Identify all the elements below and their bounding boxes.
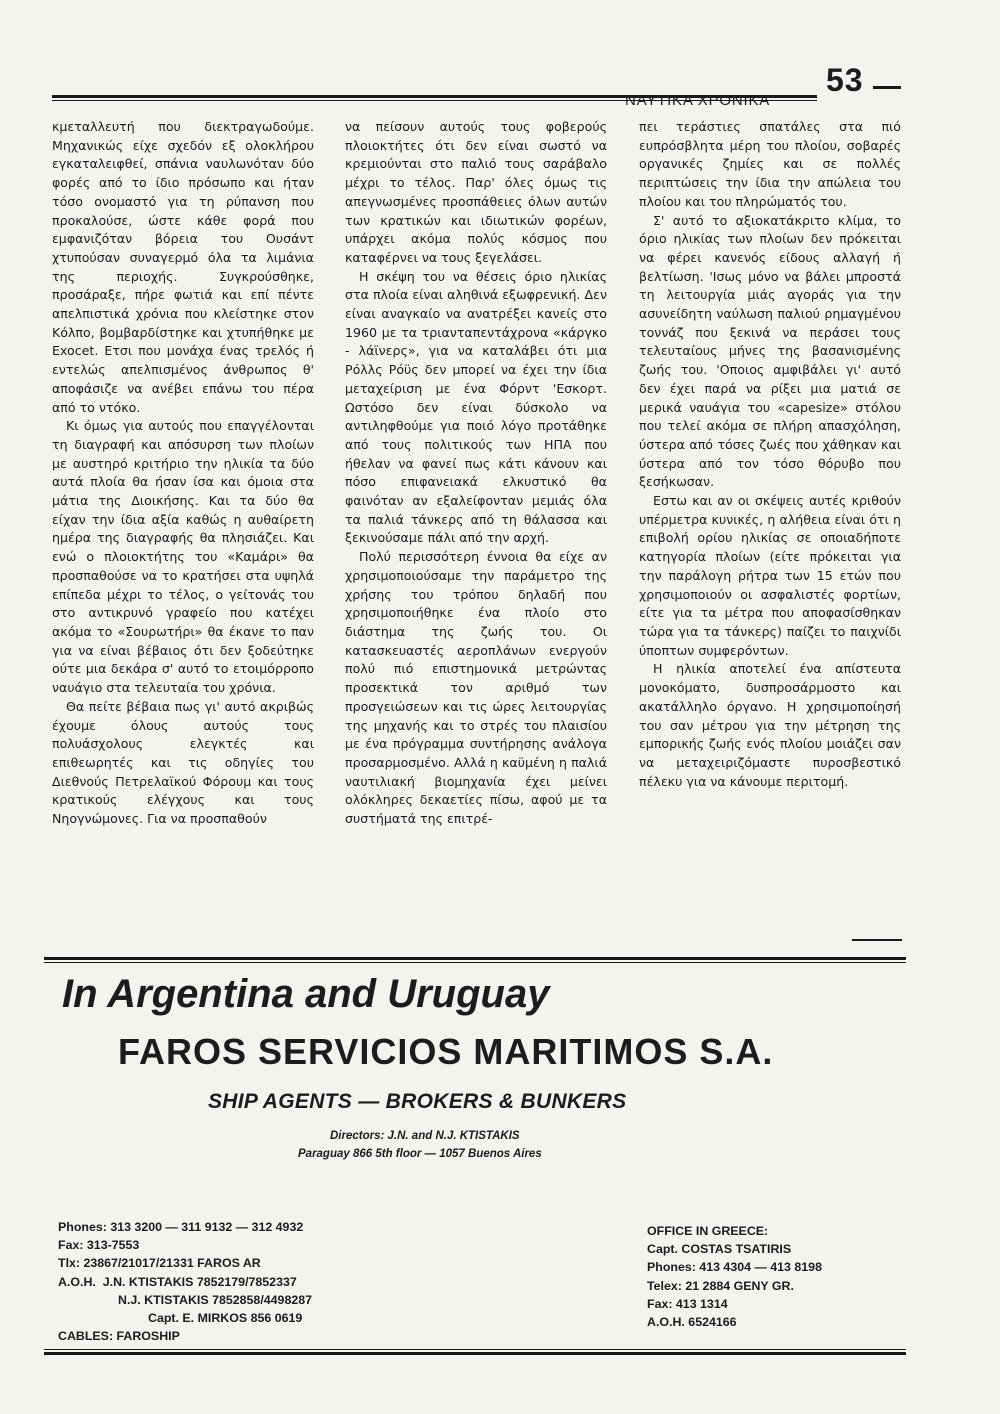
contact-line: OFFICE IN GREECE: [647,1224,769,1238]
ad-services: SHIP AGENTS — BROKERS & BUNKERS [208,1090,627,1113]
contact-line: Capt. COSTAS TSATIRIS [647,1242,792,1257]
contact-line: Telex: 21 2884 GENY GR. [647,1278,794,1293]
ad-directors: Directors: J.N. and N.J. KTISTAKIS [330,1130,520,1142]
contact-line: A.O.H. 6524166 [647,1315,737,1330]
page-number-dash [873,86,901,89]
contact-line: Phones: 413 4304 — 413 8198 [647,1260,822,1275]
article-column-3 [639,118,901,791]
article-paragraph: να πείσουν αυτούς τους φοβερούς πλοιοκτήτες ότι δεν είναι σωστό να κρεμιούνται στο παλιό τους σαράβαλο μέχρι το τέλος. Παρ' όλες όμως τις απεγνωσμένες προσπάθειες όλων αυτών των κρατικών και ιδιωτικών φορέων, υπάρχει ακόμα πολύς κόσμος που καταφέρνει να τους ξεγελάσει. [345,119,607,265]
article-paragraph: κμεταλλευτή που διεκτραγωδούμε. Μηχανικώς είχε σχεδόν εξ ολοκλήρου εγκαταλειφθεί, σπάνια ναυλωνόταν δύο φορές από το ίδιο πρόσωπο και ήταν τόσο ονομαστό για τη ρύπανση που προκαλούσε, ώστε κάθε φορά που εμφανιζόταν βόρεια του Ουσάντ χτυπούσαν συναγερμό όλα τα λιμάνια της περιοχής. Συγκρούσθηκε, προσάραξε, πήρε φωτιά και επί πέντε απελπιστικά χρόνια που κλείστηκε στον Κόλπο, βομβαρδίστηκε και χτυπήθηκε με Exocet. Ετσι που μονάχα ένας τρελός ή εντελώς απελπισμένος άνθρωπος θ' αποφάσιζε να ανέβει επάνω του πέρα από το ντόκο. [52,119,314,415]
contact-line: N.J. KTISTAKIS 7852858/4498287 [118,1292,313,1307]
article-paragraph: Η ηλικία αποτελεί ένα απίστευτα μονοκόματο, δυσπροσάρμοστο και ακατάλληλο όργανο. Η χρησιμοποίησή του σαν μέτρου για την μέτρηση της εμπορικής ζωής ενός πλοίου μοιάζει σαν να μεταχειριζόμαστε πυροσβεστικό πέλεκυ για να κάνουμε περιτομή. [639,661,901,789]
contact-line: Capt. E. MIRKOS 856 0619 [148,1311,303,1326]
contact-line: A.O.H. J.N. KTISTAKIS 7852179/7852337 [58,1274,297,1289]
magazine-name: ΝΑΥΤΙΚΑ ΧΡΟΝΙΚΑ [625,92,771,109]
article-paragraph: Σ' αυτό το αξιοκατάκριτο κλίμα, το όριο ηλικίας των πλοίων δεν πρόκειται να φέρει κανενός είδους αλλαγή ή βελτίωση. 'Ισως μόνο να βάλει μπροστά τη λειτουργία μιάς αγοράς για την ασυνείδητη ναύλωση παλιού ρημαγμένου τοννάζ που ξεκινά να περάσει τους τελευταίους μήνες της βασανισμένης ζωής του. 'Οποιος αμφιβάλει γι' αυτό δεν έχει παρά να ρίξει μια ματιά σε μερικά ναυάγια του «capesize» στόλου που τελεί ακόμα σε πλήρη απασχόληση, ύστερα από τόσες ζωές που χάθηκαν και ύστερα από τον τόσο θόρυβο που ξεσήκωσαν. [639,212,901,490]
article-paragraph: Θα πείτε βέβαια πως γι' αυτό ακριβώς έχουμε όλους αυτούς τους πολυάσχολους ελεγκτές και επιθεωρητές και τις οδηγίες του Διεθνούς Πετρελαϊκού Φόρουμ και τους κρατικούς ελέγχους και τους Νηογνώμονες. Για να προσπαθούν [52,698,314,827]
contact-line: CABLES: FAROSHIP [58,1329,180,1344]
article-paragraph: Εστω και αν οι σκέψεις αυτές κριθούν υπέρμετρα κυνικές, η αλήθεια είναι ότι η επιβολή ορίου ηλικίας σε οποιαδήποτε κατηγορία πλοίων (είτε πρόκειται για την παράλογη ρήτρα των 15 ετών που χρησιμοποιούν οι ασφαλιστές φορτίων, είτε για τα μέτρα που αποφασίσθηκαν τώρα για τα τάνκερς) παίζει το παιχνίδι ύποπτων συμφερόντων. [639,493,901,658]
ad-bottom-rule-thick [44,1352,906,1355]
article-paragraph: πει τεράστιες σπατάλες στα πιό ευπρόσβλητα μέρη του πλοίου, σοβαρές οργανικές ζημίες και σε πολλές περιπτώσεις την ίδια την απώλεια του πλοίου και του πληρώματός του. [639,119,901,209]
ad-headline: In Argentina and Uruguay [62,972,550,1016]
ad-company-name: FAROS SERVICIOS MARITIMOS S.A. [118,1031,774,1072]
contact-line: Fax: 313-7553 [58,1238,140,1253]
contact-line: Phones: 313 3200 — 311 9132 — 312 4932 [58,1220,304,1234]
article-paragraph: Η σκέψη του να θέσεις όριο ηλικίας στα πλοία είναι αληθινά εξωφρενική. Δεν είναι αναγκαίο να ανατρέξει κανείς στο 1960 με τα τριανταπεντάχρονα «κάργκο - λάϊνερς», για να καταλάβει ότι μια Ρόλλς Ρόϋς δεν μπορεί να έχει την ίδια μεταχείριση με ένα Φόρντ 'Εσκορτ. Ωστόσο δεν είναι δύσκολο να αντιληφθούμε για ποιό λόγο προτάθηκε από τους πολιτικούς των ΗΠΑ που ήθελαν να φανεί πως κάτι κάνουν και πόσο επιφανειακά ελκυστικό θα φαινόταν αν εξαλείφονταν μεμιάς όλα τα παλιά τάνκερς από τη θάλασσα και ξεκινούσαμε πάλι από την αρχή. [345,268,607,546]
ad-address: Paraguay 866 5th floor — 1057 Buenos Aires [298,1148,542,1160]
article-column-1 [52,118,314,829]
ad-contact-greece [647,1222,947,1331]
ad-bottom-rule [44,1349,906,1350]
ad-top-rule [44,957,906,960]
page-number: 53 [826,62,864,98]
contact-line: Tlx: 23867/21017/21331 FAROS AR [58,1256,261,1271]
article-paragraph: Πολύ περισσότερη έννοια θα είχε αν χρησιμοποιούσαμε την παράμετρο της χρήσης του τρόπου δηλαδή που χρησιμοποιήθηκε ένα πλοίο στο διάστημα της ζωής του. Οι κατασκευαστές αεροπλάνων ενεργούν πολύ πιό επιστημονικά μετρώντας προσεκτικά τον αριθμό των προσγειώσεων και τις ώρες λειτουργίας της μηχανής και το στρές του πλαισίου με ένα πρόγραμμα συντήρησης ανάλογα προσαρμοσμένο. Αλλά η καϋμένη η παλιά ναυτιλιακή βιομηχανία έχει μείνει ολόκληρες δεκαετίες πίσω, αφού με τα συστήματά της επιτρέ- [345,549,607,827]
article-paragraph: Κι όμως για αυτούς που επαγγέλονται τη διαγραφή και απόσυρση των πλοίων με αυστηρό κριτήριο την ηλικία τα δύο αυτά πλοία θα ήσαν ίσα και όμοια στα μάτια της Διοικήσης. Και τα δύο θα είχαν την ίδια αξία καθώς η αυθαίρετη ημέρα της διαγραφής θα πλησιάζει. Και ενώ ο πλοιοκτήτης του «Καμάρι» θα προσπαθούσε να το κρατήσει στα υψηλά επίπεδα μέχρι το τέλος, ο γείτονάς του στο αντικρυνό γραφείο που κατέχει ακόμα το «Σουρωτήρι» θα έκανε το παν για να είναι βέβαιος ότι δεν ξοδεύτηκε ούτε μια δεκάρα σ' αυτό το ετοιμόρροπο ναυάγιο στα τελευταία του χρόνια. [52,418,314,696]
ad-top-rule-thin [44,962,906,963]
article-column-2 [345,118,607,829]
contact-line: Fax: 413 1314 [647,1296,728,1311]
ad-contact-argentina [58,1218,458,1345]
article-end-mark [852,939,902,941]
